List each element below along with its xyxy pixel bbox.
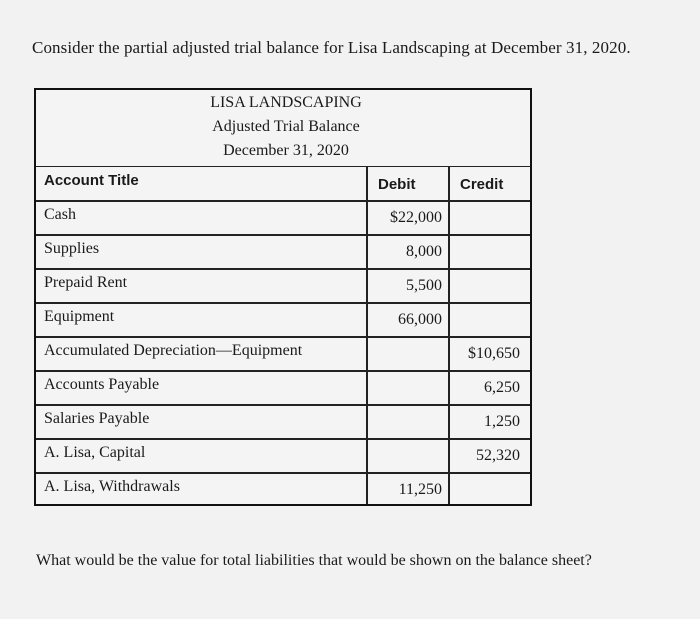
statement-title: Adjusted Trial Balance xyxy=(212,118,360,135)
credit-value: 6,250 xyxy=(484,379,520,396)
account-title-header: Account Title xyxy=(44,172,139,189)
debit-value: 5,500 xyxy=(406,277,442,294)
table-header xyxy=(36,90,530,167)
credit-header: Credit xyxy=(460,176,504,193)
account-name: Accumulated Depreciation—Equipment xyxy=(44,342,303,359)
account-name: Salaries Payable xyxy=(44,410,150,427)
account-name: A. Lisa, Capital xyxy=(44,444,146,461)
statement-date: December 31, 2020 xyxy=(223,142,349,159)
trial-balance-table xyxy=(34,88,532,506)
company-name: LISA LANDSCAPING xyxy=(210,94,362,111)
question-text: Consider the partial adjusted trial balance for Lisa Landscaping at December 31, 2020. xyxy=(32,38,631,57)
account-name: A. Lisa, Withdrawals xyxy=(44,478,180,495)
debit-value: $22,000 xyxy=(390,209,442,226)
account-name: Cash xyxy=(44,206,76,223)
credit-value: 1,250 xyxy=(484,413,520,430)
account-name: Prepaid Rent xyxy=(44,274,128,291)
footer-question: What would be the value for total liabilities that would be shown on the balance sheet? xyxy=(36,552,592,569)
account-name: Equipment xyxy=(44,308,115,325)
debit-value: 11,250 xyxy=(398,481,442,498)
account-name: Accounts Payable xyxy=(44,376,160,393)
credit-value: $10,650 xyxy=(468,345,520,362)
debit-header: Debit xyxy=(378,176,416,193)
debit-value: 66,000 xyxy=(398,311,442,328)
account-name: Supplies xyxy=(44,240,100,257)
credit-value: 52,320 xyxy=(476,447,520,464)
debit-value: 8,000 xyxy=(406,243,442,260)
